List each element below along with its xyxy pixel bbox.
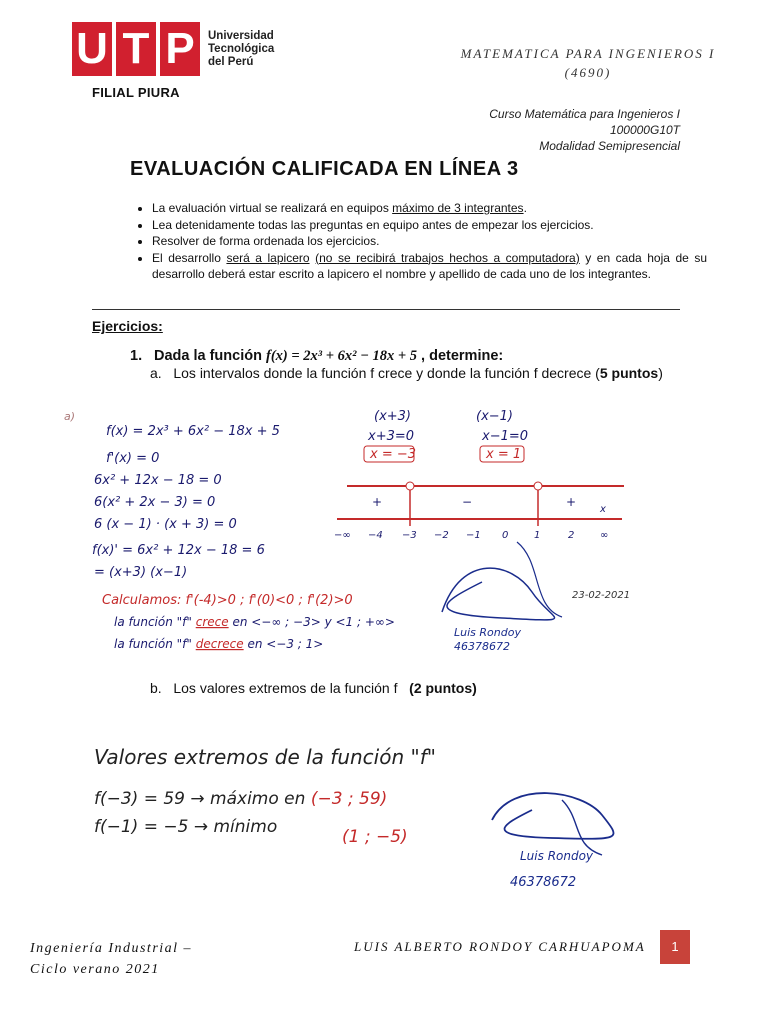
question-1a: a. Los intervalos donde la función f crece y donde la función f decrece (5 puntos): [150, 365, 663, 381]
logo-letter: T: [116, 22, 156, 76]
hw-line: f'(x) = 0: [106, 451, 160, 466]
handwritten-solution-b: [62, 720, 682, 900]
handwritten-solution-a: [62, 392, 682, 660]
hw-b-line: f(−3) = 59 → máximo en (−3 ; 59): [94, 789, 388, 809]
hw-date: 23-02-2021: [572, 590, 631, 601]
instruction-item: • El desarrollo será a lapicero (no se recibirá trabajos hechos a computadora) y en cada hoja de su desarrollo deberá estar escrito a lapicero el nombre y apellido de cada uno de los integrantes.: [152, 250, 707, 283]
course-info: Curso Matemática para Ingenieros I 100000G10T Modalidad Semipresencial: [489, 107, 680, 153]
hw-crece: la función "f" crece en <−∞ ; −3> y <1 ; +∞>: [114, 615, 395, 629]
hw-line: = (x+3) (x−1): [94, 565, 188, 580]
critical-point: [534, 482, 542, 490]
hw-b-line: f(−1) = −5 → mínimo: [94, 817, 278, 837]
hw-line: f(x) = 2x³ + 6x² − 18x + 5: [106, 424, 280, 439]
question-1: 1. Dada la función f(x) = 2x³ + 6x² − 18x + 5 , determine:: [130, 348, 504, 364]
signature-id: 46378672: [454, 640, 510, 653]
university-name: Universidad Tecnológica del Perú: [208, 30, 275, 68]
course-header: MATEMATICA PARA INGENIEROS I (4690): [460, 46, 716, 80]
filial-label: FILIAL PIURA: [92, 85, 180, 100]
critical-point: [406, 482, 414, 490]
sign-label: +: [372, 495, 383, 509]
hw-factor: x−1=0: [482, 429, 529, 444]
sign-label: −: [462, 495, 473, 509]
signature-scribble: [492, 793, 614, 839]
instructions-list: [130, 200, 707, 283]
axis-label: x: [600, 504, 606, 515]
hw-root: x = −3: [370, 447, 417, 462]
tick-label: −2: [434, 530, 449, 541]
tick-label: −4: [368, 530, 383, 541]
hw-factor: (x+3): [374, 409, 412, 424]
hw-root: x = 1: [486, 447, 522, 462]
signature-id: 46378672: [510, 875, 577, 890]
hw-b-point: (1 ; −5): [342, 827, 408, 847]
exercises-heading: Ejercicios:: [92, 318, 163, 334]
sign-label: +: [566, 495, 577, 509]
hw-line: 6(x² + 2x − 3) = 0: [94, 495, 216, 510]
utp-logo: [72, 22, 200, 76]
hw-calc: Calculamos: f'(-4)>0 ; f'(0)<0 ; f'(2)>0: [102, 593, 353, 608]
question-1b: b. Los valores extremos de la función f (2 puntos): [150, 680, 477, 696]
hw-line: 6 (x − 1) · (x + 3) = 0: [94, 517, 237, 532]
signature-scribble: [517, 542, 562, 617]
page-number-badge: 1: [660, 930, 690, 964]
signature-scribble: [442, 568, 555, 620]
tick-label: −1: [466, 530, 481, 541]
tick-label: −3: [402, 530, 417, 541]
page-title: EVALUACIÓN CALIFICADA EN LÍNEA 3: [130, 158, 519, 180]
signature-name: Luis Rondoy: [454, 626, 521, 639]
tick-label: −∞: [334, 530, 351, 541]
hw-b-title: Valores extremos de la función "f": [94, 745, 436, 769]
hw-decrece: la función "f" decrece en <−3 ; 1>: [114, 637, 324, 651]
logo-letter: U: [72, 22, 112, 76]
instruction-item: • La evaluación virtual se realizará en equipos máximo de 3 integrantes.: [152, 200, 707, 217]
tick-label: 0: [502, 530, 509, 541]
hw-factor: (x−1): [476, 409, 514, 424]
tick-label: ∞: [600, 530, 609, 541]
hw-line: 6x² + 12x − 18 = 0: [94, 473, 222, 488]
hw-mark: a): [64, 410, 76, 423]
tick-label: 1: [534, 530, 541, 541]
footer-program: Ingeniería Industrial – Ciclo verano 2021: [30, 941, 193, 977]
instruction-item: • Resolver de forma ordenada los ejercicios.: [152, 233, 707, 250]
footer-student-name: LUIS ALBERTO RONDOY CARHUAPOMA: [354, 939, 646, 954]
tick-label: 2: [568, 530, 575, 541]
instruction-item: • Lea detenidamente todas las preguntas en equipo antes de empezar los ejercicios.: [152, 217, 707, 234]
logo-letter: P: [160, 22, 200, 76]
hw-factor: x+3=0: [368, 429, 415, 444]
hw-line: f(x)' = 6x² + 12x − 18 = 6: [92, 543, 265, 558]
signature-name: Luis Rondoy: [520, 849, 594, 863]
divider: [92, 309, 680, 310]
